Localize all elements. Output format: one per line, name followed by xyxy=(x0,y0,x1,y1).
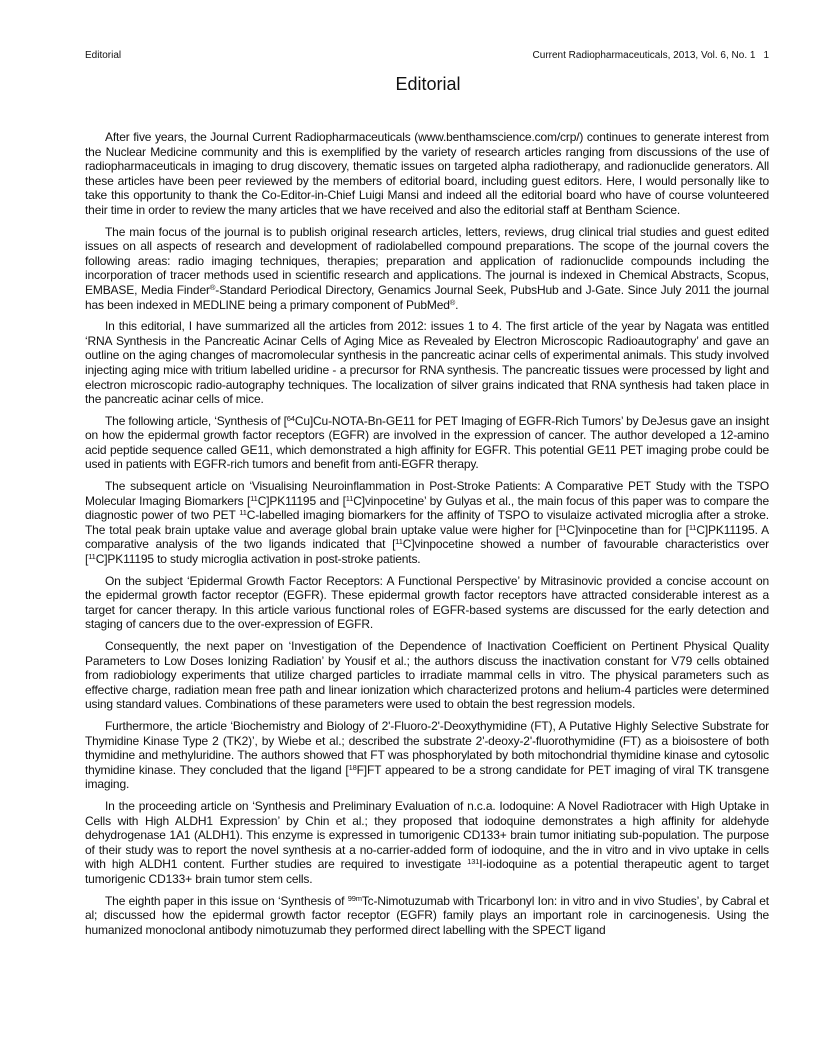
article-body xyxy=(85,130,769,944)
text-run: F]FT appeared to be a strong candidate for PET imaging of viral TK transgene imaging. xyxy=(85,762,769,792)
text-run: C]PK11195. A comparative analysis of the two ligands indicated that [ xyxy=(85,522,769,552)
journal-citation: Current Radiopharmaceuticals, 2013, Vol. 6, No. 1 xyxy=(532,50,756,61)
text-run: C-labelled imaging biomarkers for the affinity of TSPO to visulaize activated microglia after a stroke. The total peak brain uptake value and average global brain uptake value were higher for [ xyxy=(85,508,769,537)
paragraph xyxy=(85,479,769,567)
paragraph xyxy=(85,130,769,218)
text-run: In the proceeding article on ‘Synthesis and Preliminary Evaluation of n.c.a. Iodoquine: A Novel Radiotracer with High Uptake in Cells with High ALDH1 Expression’ by Chin et al.; they proposed that iodoquine demonstrates a high affinity for aldehyde dehydrogenase 1A1 (ALDH1). This enzyme is expressed in tumorigenic CD133+ brain tumor initiating sub-population. The purpose of their study was to report the novel synthesis at a no-carrier-added form of iodoquine, and the in vitro and in vivo uptake in cells with high ALDH1 content. Further studies are required to investigate xyxy=(85,798,769,872)
text-run: C]vinpocetine than for [ xyxy=(566,522,689,537)
superscript: 11 xyxy=(558,522,567,532)
paragraph xyxy=(85,574,769,632)
text-run: I-iodoquine as a potential therapeutic agent to target tumorigenic CD133+ brain tumor stem cells. xyxy=(85,857,769,886)
page-title: Editorial xyxy=(395,74,461,94)
text-run: -Standard Periodical Directory, Genamics Journal Seek, PubsHub and J-Gate. Since July 2011 the journal has been indexed in MEDLINE being a primary component of PubMed xyxy=(85,282,769,312)
text-run: Tc-Nimotuzumab with Tricarbonyl Ion: in vitro and in vivo Studies’, by Cabral et al; discussed how the epidermal growth factor receptor (EGFR) family plays an important role in carcinogenesis. Using the humanized monoclonal antibody nimotuzumab they performed direct labelling with the SPECT ligand xyxy=(85,893,769,937)
paragraph xyxy=(85,639,769,712)
text-run: C]vinpocetine showed a number of favourable characteristics over [ xyxy=(85,537,770,567)
text-run: . xyxy=(455,297,459,312)
superscript: 11 xyxy=(250,493,258,503)
text-run: Furthermore, the article ‘Biochemistry and Biology of 2'-Fluoro-2'-Deoxythymidine (FT), A Putative Highly Selective Substrate for Thymidine Kinase Type 2 (TK2)’, by Wiebe et al.; described the substrate 2'-deoxy-2'-fluorothymidine (FT) as a bioisostere of both thymidine and methyluridine. The authors showed that FT was phosphorylated by both mitochondrial thymidine kinase and cytosolic thymidine kinase. They concluded that the ligand [ xyxy=(85,718,769,777)
text-run: The eighth paper in this issue on ‘Synthesis of xyxy=(105,893,348,908)
text-run: The main focus of the journal is to publish original research articles, letters, reviews, drug clinical trial studies and guest edited issues on all aspects of research and development of radiolabelled compound preparations. The scope of the journal covers the following areas: radio imaging techniques, therapies; preparation and application of radionuclide compounds including the incorporation of tracer methods used in scientific research and applications. The journal is indexed in Chemical Abstracts, Scopus, EMBASE, Media Finder xyxy=(85,224,769,297)
superscript: 99m xyxy=(347,893,362,903)
text-run: Cu]Cu-NOTA-Bn-GE11 for PET Imaging of EGFR-Rich Tumors’ by DeJesus gave an insight on how the epidermal growth factor receptors (EGFR) are involved in the expression of cancer. The author developed a 12-amino acid peptide sequence called GE11, which demonstrated a high affinity for EGFR. This potential GE11 PET imaging probe could be used in patients with EGFR-rich tumors and benefit from anti-EGFR therapy. xyxy=(85,413,769,472)
superscript: ® xyxy=(209,282,216,292)
text-run: Consequently, the next paper on ‘Investigation of the Dependence of Inactivation Coefficient on Pertinent Physical Quality Parameters to Low Doses Ionizing Radiation’ by Yousif et al.; the authors discuss the inactivation constant for V79 cells obtained from radiobiology experiments that utilize charged particles to irradiate mammal cells in vitro. The physical parameters such as effective charge, radiation mean free path and linear ionization which characterized protons and helium-4 particles were determined using standard values. Combinations of these parameters were used to obtain the best regression models. xyxy=(85,639,769,712)
page-number: 1 xyxy=(763,50,769,61)
superscript: 11 xyxy=(395,537,403,547)
superscript: 18 xyxy=(348,762,357,772)
running-header xyxy=(85,49,769,63)
text-run: The following article, ‘Synthesis of [ xyxy=(105,413,287,428)
paragraph xyxy=(85,319,769,407)
superscript: 11 xyxy=(239,508,247,518)
paragraph xyxy=(85,414,769,472)
superscript: 11 xyxy=(345,493,354,503)
text-run: On the subject ‘Epidermal Growth Factor Receptors: A Functional Perspective’ by Mitrasinovic provided a concise account on the epidermal growth factor receptor (EGFR). These epidermal growth factor receptors have attracted considerable interest as a target for cancer therapy. In this article various functional roles of EGFR-based systems are discussed for the early detection and staging of cancers due to the over-expression of EGFR. xyxy=(85,573,769,632)
text-run: In this editorial, I have summarized all the articles from 2012: issues 1 to 4. The first article of the year by Nagata was entitled ‘RNA Synthesis in the Pancreatic Acinar Cells of Aging Mice as Revealed by Electron Microscopic Radioautography’ and gave an outline on the aging changes of macromolecular synthesis in the pancreatic acinar cells of experimental animals. This study involved injecting aging mice with tritium labelled uridine - a precursor for RNA synthesis. The pancreatic tissues were processed by light and electron microscopic radio-autography techniques. The localization of silver grains indicated that RNA synthesis had taken place in the pancreatic acinar cells of mice. xyxy=(85,319,769,407)
paragraph xyxy=(85,719,769,792)
superscript: 131 xyxy=(467,857,480,867)
section-label: Editorial xyxy=(85,50,122,61)
paragraph xyxy=(85,894,769,938)
text-run: C]PK11195 and [ xyxy=(257,493,346,508)
text-run: C]PK11195 to study microglia activation in post-stroke patients. xyxy=(95,552,421,567)
journal-citation-group xyxy=(533,49,769,63)
paragraph xyxy=(85,799,769,887)
superscript: 64 xyxy=(286,413,295,423)
text-run: C]vinpocetine’ by Gulyas et al., the main focus of this paper was to compare the diagnostic power of two PET xyxy=(85,493,769,523)
superscript: 11 xyxy=(688,522,697,532)
superscript: 11 xyxy=(88,552,96,562)
paragraph xyxy=(85,225,769,313)
superscript: ® xyxy=(449,297,456,307)
text-run: The subsequent article on ‘Visualising Neuroinflammation in Post-Stroke Patients: A Comparative PET Study with the TSPO Molecular Imaging Biomarkers [ xyxy=(85,479,769,508)
text-run: After five years, the Journal Current Radiopharmaceuticals (www.benthamscience.com/crp/) continues to generate interest from the Nuclear Medicine community and this is exemplified by the variety of research articles ranging from discussions of the use of radiopharmaceuticals in imaging to drug discovery, thematic issues on targeted alpha radiotherapy, and radionuclide generators. All these articles have been peer reviewed by the members of editorial board, including guest editors. Here, I would personally like to take this opportunity to thank the Co-Editor-in-Chief Luigi Mansi and indeed all the editorial board who have of course volunteered their time in order to review the many articles that we have received and also the editorial staff at Bentham Science. xyxy=(85,130,769,217)
